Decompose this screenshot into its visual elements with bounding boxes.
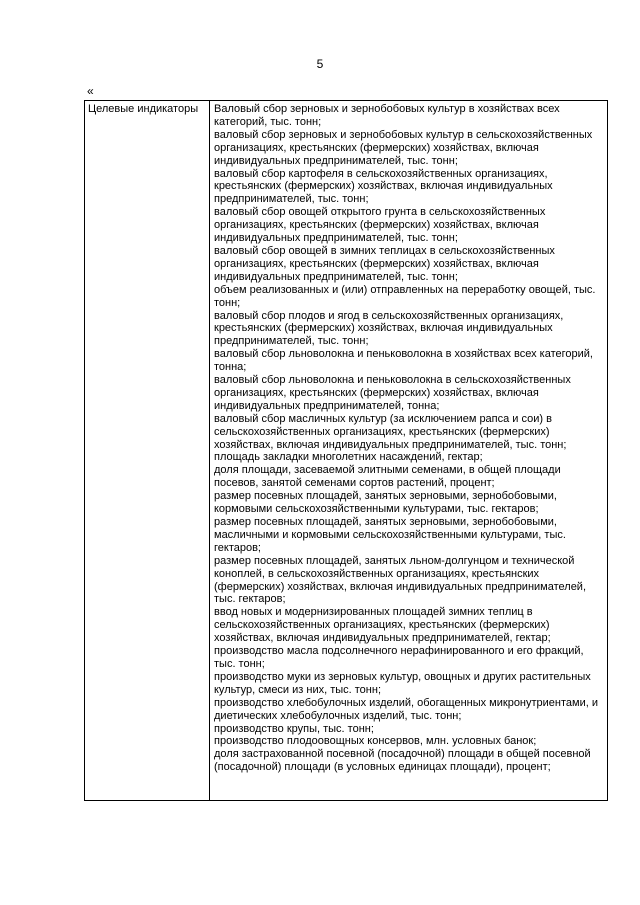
indicator-item: производство муки из зерновых культур, овощных и других растительных культур, смеси из них, тыс. тонн; <box>214 670 591 696</box>
indicator-item: производство плодоовощных консервов, млн. условных банок; <box>214 735 537 748</box>
target-indicators-table <box>84 100 608 801</box>
indicator-item: валовый сбор овощей в зимних теплицах в сельскохозяйственных организациях, крестьянских (фермерских) хозяйствах, включая индивидуальных предпринимателей, тыс. тонн; <box>214 244 555 283</box>
page-number: 5 <box>316 57 324 71</box>
indicator-item: валовый сбор овощей открытого грунта в сельскохозяйственных организациях, крестьянских (фермерских) хозяйствах, включая индивидуальных предпринимателей, тыс. тонн; <box>214 206 546 245</box>
indicator-item: Валовый сбор зерновых и зернобобовых культур в хозяйствах всех категорий, тыс. тонн; <box>214 103 560 128</box>
row-label: Целевые индикаторы <box>88 103 199 115</box>
indicator-item: доля застрахованной посевной (посадочной) площади в общей посевной (посадочной) площади (в условных единицах площади), процент; <box>214 748 591 774</box>
indicator-item: валовый сбор зерновых и зернобобовых культур в сельскохозяйственных организациях, крестьянских (фермерских) хозяйствах, включая индивидуальных предпринимателей, тыс. тонн; <box>214 128 593 167</box>
indicator-item: валовый сбор льноволокна и пеньковолокна в хозяйствах всех категорий, тонна; <box>214 348 593 374</box>
indicators-cell <box>210 101 608 801</box>
indicator-item: производство масла подсолнечного нерафинированного и его фракций, тыс. тонн; <box>214 645 584 670</box>
indicator-item: ввод новых и модернизированных площадей зимних теплиц в сельскохозяйственных организациях, крестьянских (фермерских) хозяйствах, включая индивидуальных предпринимателей, гектар; <box>214 606 551 645</box>
indicator-item: размер посевных площадей, занятых зерновыми, зернобобовыми, кормовыми сельскохозяйственными культурами, тыс. гектаров; <box>214 490 557 516</box>
indicator-item: валовый сбор картофеля в сельскохозяйственных организациях, крестьянских (фермерских) хозяйствах, включая индивидуальных предпринимателей, тыс. тонн; <box>214 167 553 206</box>
indicator-item: площадь закладки многолетних насаждений, гектар; <box>214 451 483 464</box>
indicator-item: доля площади, засеваемой элитными семенами, в общей площади посевов, занятой семенами сортов растений, процент; <box>214 464 561 490</box>
indicator-item: производство хлебобулочных изделий, обогащенных микронутриентами, и диетических хлебобулочных изделий, тыс. тонн; <box>214 696 598 722</box>
table-row <box>85 101 608 801</box>
indicator-item: валовый сбор масличных культур (за исключением рапса и сои) в сельскохозяйственных организациях, крестьянских (фермерских) хозяйствах, включая индивидуальных предпринимателей, тыс. тонн; <box>214 412 567 451</box>
indicator-item: производство крупы, тыс. тонн; <box>214 722 374 735</box>
indicator-item: объем реализованных и (или) отправленных на переработку овощей, тыс. тонн; <box>214 283 596 309</box>
indicator-item: валовый сбор льноволокна и пеньковолокна в сельскохозяйственных организациях, крестьянских (фермерских) хозяйствах, включая индивидуальных предпринимателей, тонна; <box>214 374 571 412</box>
indicator-item: размер посевных площадей, занятых зерновыми, зернобобовыми, масличными и кормовыми сельскохозяйственными культурами, тыс. гектаров; <box>214 516 566 554</box>
opening-quote-mark: « <box>87 84 94 98</box>
row-label-cell <box>85 101 210 801</box>
indicator-item: размер посевных площадей, занятых льном-долгунцом и технической коноплей, в сельскохозяйственных организациях, крестьянских (фермерских) хозяйствах, включая индивидуальных предпринимателей, тыс. гектаров; <box>214 554 587 606</box>
indicator-item: валовый сбор плодов и ягод в сельскохозяйственных организациях, крестьянских (фермерских) хозяйствах, включая индивидуальных предпринимателей, тыс. тонн; <box>214 309 564 348</box>
